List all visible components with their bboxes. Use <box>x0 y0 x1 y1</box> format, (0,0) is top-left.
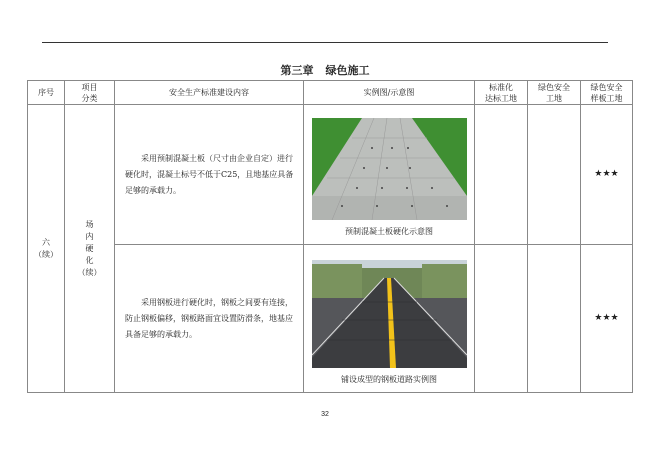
chapter-number: 第三章 <box>280 64 314 77</box>
header-figure: 实例图/示意图 <box>304 81 475 105</box>
section-category: 场 内 硬 化 （续） <box>65 105 115 393</box>
section-seq: 六 （续） <box>28 105 65 393</box>
standard-cell <box>475 245 528 393</box>
steel-road-image <box>312 260 467 368</box>
header-rule <box>42 42 608 43</box>
table-header-row <box>28 81 633 105</box>
rating-stars: ★★★ <box>581 105 633 245</box>
rating-stars: ★★★ <box>581 245 633 393</box>
chapter-name: 绿色施工 <box>325 64 370 77</box>
chapter-title <box>0 62 650 78</box>
header-seq: 序号 <box>28 81 65 105</box>
standards-table <box>27 80 633 393</box>
table-row <box>28 105 633 245</box>
header-standard: 标准化 达标工地 <box>475 81 528 105</box>
standard-cell <box>475 105 528 245</box>
row-figure <box>304 245 475 393</box>
precast-slab-image <box>312 118 467 220</box>
header-content: 安全生产标准建设内容 <box>115 81 304 105</box>
green-cell <box>528 105 581 245</box>
header-category: 项目 分类 <box>65 81 115 105</box>
row-figure <box>304 105 475 245</box>
row-description: 采用钢板进行硬化时，钢板之间要有连接，防止钢板偏移，钢板路面宜设置防滑条，地基应具备足够的承载力。 <box>115 245 304 393</box>
row-description: 采用预制混凝土板（尺寸由企业自定）进行硬化时，混凝土标号不低于C25，且地基应具备足够的承载力。 <box>115 105 304 245</box>
table-row <box>28 245 633 393</box>
header-green: 绿色安全 工地 <box>528 81 581 105</box>
page-number: 32 <box>321 411 329 418</box>
figure-caption: 铺设成型的钢板道路实例图 <box>341 375 437 384</box>
header-sample: 绿色安全 样板工地 <box>581 81 633 105</box>
figure-caption: 预制混凝土板硬化示意图 <box>345 227 433 236</box>
green-cell <box>528 245 581 393</box>
